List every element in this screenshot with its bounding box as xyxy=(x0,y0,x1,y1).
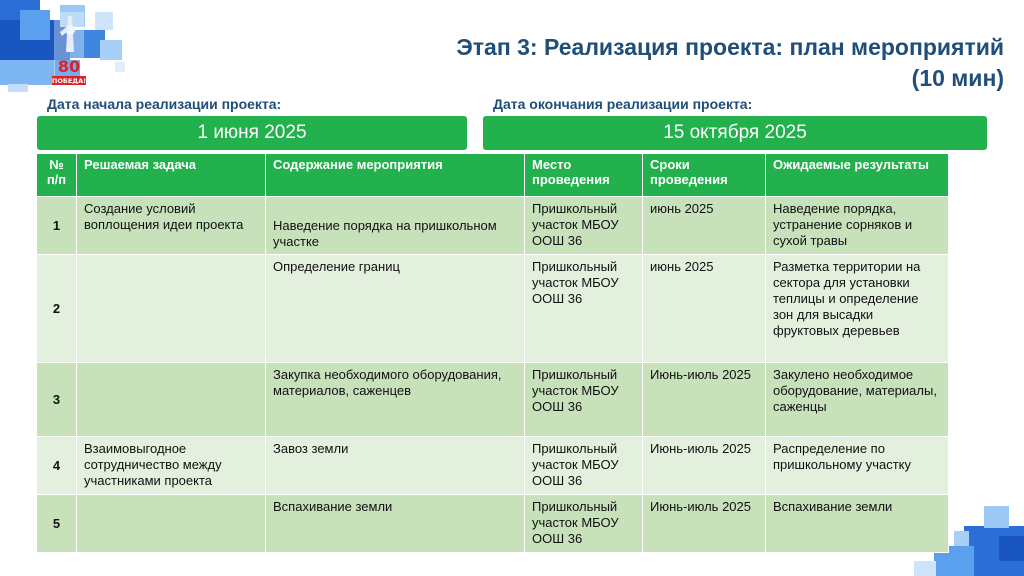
column-header-dates: Сроки проведения xyxy=(643,154,766,197)
table-row xyxy=(37,363,949,437)
column-header-task: Решаемая задача xyxy=(77,154,266,197)
place-cell: Пришкольный участок МБОУ ООШ 36 xyxy=(525,363,643,437)
column-header-place: Место проведения xyxy=(525,154,643,197)
dates-cell: июнь 2025 xyxy=(643,197,766,255)
results-cell: Закулено необходимое оборудование, материалы, саженцы xyxy=(766,363,949,437)
row-number: 3 xyxy=(37,363,77,437)
results-cell: Наведение порядка, устранение сорняков и сухой травы xyxy=(766,197,949,255)
dates-cell: Июнь-июль 2025 xyxy=(643,363,766,437)
column-header-results: Ожидаемые результаты xyxy=(766,154,949,197)
dates-cell: Июнь-июль 2025 xyxy=(643,437,766,495)
activity-text: Наведение порядка на пришкольном участке xyxy=(273,218,497,249)
dates-cell: июнь 2025 xyxy=(643,255,766,363)
table-header-row xyxy=(37,154,949,197)
svg-text:ПОБЕДА!: ПОБЕДА! xyxy=(51,77,87,85)
results-cell: Вспахивание земли xyxy=(766,495,949,553)
row-number: 5 xyxy=(37,495,77,553)
column-header-number: № п/п xyxy=(37,154,77,197)
table-row xyxy=(37,197,949,255)
svg-text:80: 80 xyxy=(57,57,81,76)
table-row xyxy=(37,437,949,495)
task-cell xyxy=(77,495,266,553)
page-title xyxy=(364,32,1004,94)
activity-cell: Завоз земли xyxy=(266,437,525,495)
column-header-activity: Содержание мероприятия xyxy=(266,154,525,197)
table-row xyxy=(37,255,949,363)
page-title-line1: Этап 3: Реализация проекта: план мероприятий xyxy=(456,34,1004,60)
row-number: 4 xyxy=(37,437,77,495)
table-row xyxy=(37,495,949,553)
place-cell: Пришкольный участок МБОУ ООШ 36 xyxy=(525,495,643,553)
victory-80-emblem xyxy=(48,12,90,86)
activity-plan-table xyxy=(36,153,949,553)
results-cell: Распределение по пришкольному участку xyxy=(766,437,949,495)
activity-cell xyxy=(266,197,525,255)
place-cell: Пришкольный участок МБОУ ООШ 36 xyxy=(525,255,643,363)
end-date-value: 15 октября 2025 xyxy=(483,116,987,150)
row-number: 2 xyxy=(37,255,77,363)
start-date-label: Дата начала реализации проекта: xyxy=(47,96,282,112)
dates-cell: Июнь-июль 2025 xyxy=(643,495,766,553)
end-date-label: Дата окончания реализации проекта: xyxy=(493,96,753,112)
activity-cell: Определение границ xyxy=(266,255,525,363)
task-cell: Взаимовыгодное сотрудничество между участниками проекта xyxy=(77,437,266,495)
task-cell xyxy=(77,363,266,437)
place-cell: Пришкольный участок МБОУ ООШ 36 xyxy=(525,197,643,255)
activity-cell: Вспахивание земли xyxy=(266,495,525,553)
start-date-value: 1 июня 2025 xyxy=(37,116,467,150)
results-cell: Разметка территории на сектора для установки теплицы и определение зон для высадки фруктовых деревьев xyxy=(766,255,949,363)
task-cell xyxy=(77,255,266,363)
activity-cell: Закупка необходимого оборудования, материалов, саженцев xyxy=(266,363,525,437)
page-title-line2: (10 мин) xyxy=(911,65,1004,91)
row-number: 1 xyxy=(37,197,77,255)
place-cell: Пришкольный участок МБОУ ООШ 36 xyxy=(525,437,643,495)
task-cell: Создание условий воплощения идеи проекта xyxy=(77,197,266,255)
